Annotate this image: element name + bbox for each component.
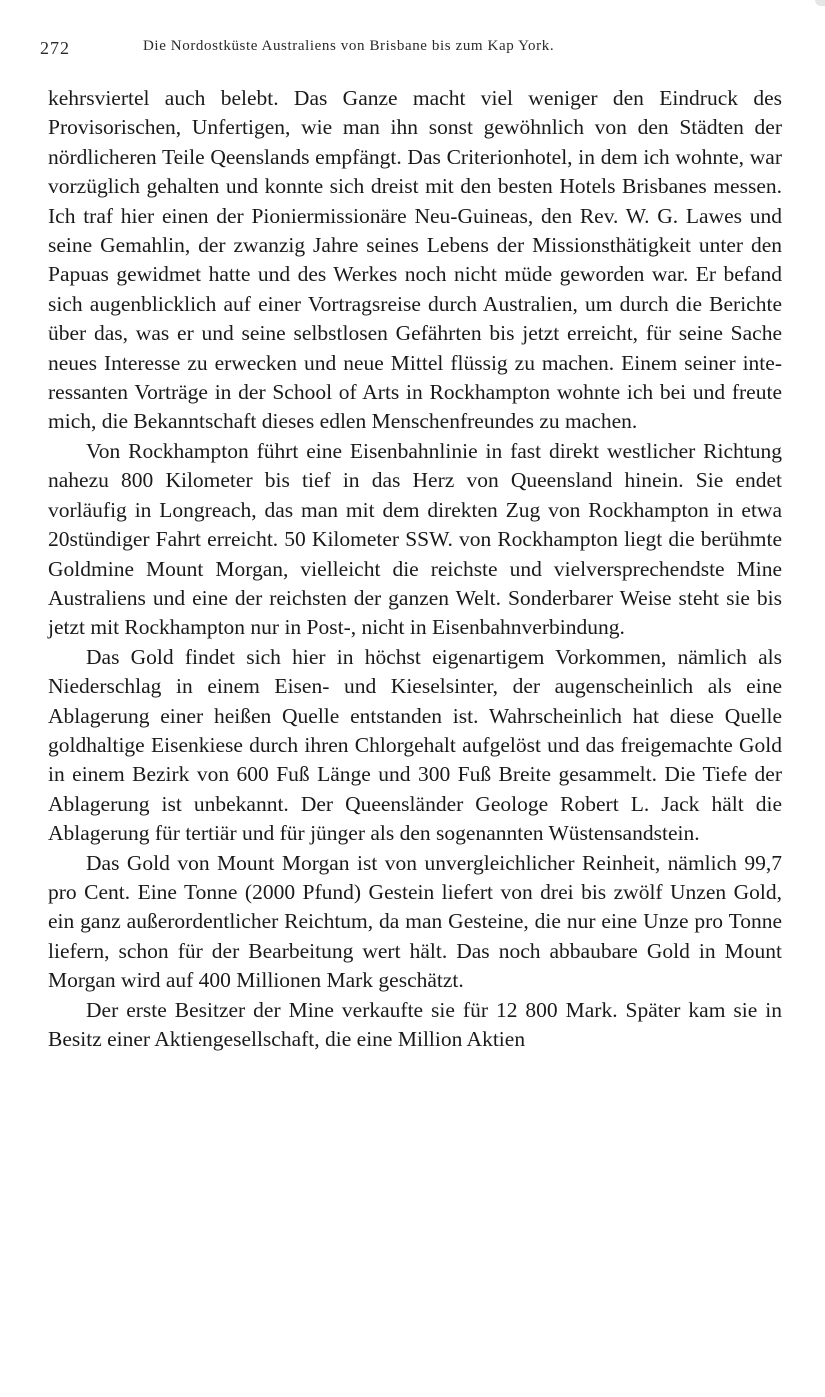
- paragraph-gold-purity: Das Gold von Mount Morgan ist von unvergleichlicher Reinheit, nämlich 99,7 pro Cent. Eine Tonne (2000 Pfund) Gestein liefert von drei bis zwölf Unzen Gold, ein ganz außerordentlicher Reichtum, da man Gesteine, die nur eine Unze pro Tonne liefern, schon für der Bearbeitung wert hält. Das noch abbaubare Gold in Mount Morgan wird auf 400 Millionen Mark geschätzt.: [48, 850, 782, 993]
- scan-corner-mark: [815, 0, 825, 6]
- paragraph-continuation: kehrsviertel auch belebt. Das Ganze macht viel weniger den Eindruck des Provisorischen, Unfertigen, wie man ihn sonst gewöhnlich von den Städten der nördlicheren Teile Qeenslands empfängt. Das Criterionhotel, in dem ich wohnte, war vorzüglich gehalten und konnte sich dreist mit den besten Hotels Brisbanes messen. Ich traf hier einen der Pioniermissionäre Neu-Guineas, den Rev. W. G. Lawes und seine Gemahlin, der zwanzig Jahre seines Lebens der Missionsthätigkeit unter den Papuas gewidmet hatte und des Werkes noch nicht müde geworden war. Er befand sich augenblicklich auf einer Vortragsreise durch Australien, um durch die Berichte über das, was er und seine selbstlosen Gefährten bis jetzt erreicht, für seine Sache neues Interesse zu erwecken und neue Mittel flüssig zu machen. Einem seiner interessanten Vorträge in der School of Arts in Rockhampton wohnte ich bei und freute mich, die Bekanntschaft dieses edlen Menschenfreundes zu machen.: [48, 86, 782, 434]
- paragraph-gold-deposit: Das Gold findet sich hier in höchst eigenartigem Vorkommen, nämlich als Niederschlag in einem Eisen- und Kieselsinter, der augenscheinlich als eine Ablagerung einer heißen Quelle entstanden ist. Wahrscheinlich hat diese Quelle goldhaltige Eisenkiese durch ihren Chlorgehalt aufgelöst und das freigemachte Gold in einem Bezirk von 600 Fuß Länge und 300 Fuß Breite gesammelt. Die Tiefe der Ablagerung ist unbekannt. Der Queensländer Geologe Robert L. Jack hält die Ablagerung für tertiär und für jünger als den sogenannten Wüstensandstein.: [48, 644, 782, 846]
- book-page: [40, 34, 782, 1054]
- running-head: [40, 34, 782, 62]
- running-title: Die Nordostküste Australiens von Brisbane bis zum Kap York.: [143, 38, 555, 54]
- body-text: [48, 84, 782, 1054]
- paragraph-railway: Von Rockhampton führt eine Eisenbahnlinie in fast direkt westlicher Richtung nahezu 800 Kilometer bis tief in das Herz von Queensland hinein. Sie endet vorläufig in Longreach, das man mit dem direkten Zug von Rockhampton in etwa 20stündiger Fahrt erreicht. 50 Kilometer SSW. von Rockhampton liegt die berühmte Goldmine Mount Morgan, vielleicht die reichste und vielversprechendste Mine Australiens und eine der reichsten der ganzen Welt. Sonderbarer Weise steht sie bis jetzt mit Rockhampton nur in Post-, nicht in Eisenbahnverbindung.: [48, 438, 782, 640]
- paragraph-mine-ownership: Der erste Besitzer der Mine verkaufte sie für 12 800 Mark. Später kam sie in Besitz einer Aktiengesellschaft, die eine Million Aktien: [48, 997, 782, 1051]
- page-number: 272: [40, 38, 70, 58]
